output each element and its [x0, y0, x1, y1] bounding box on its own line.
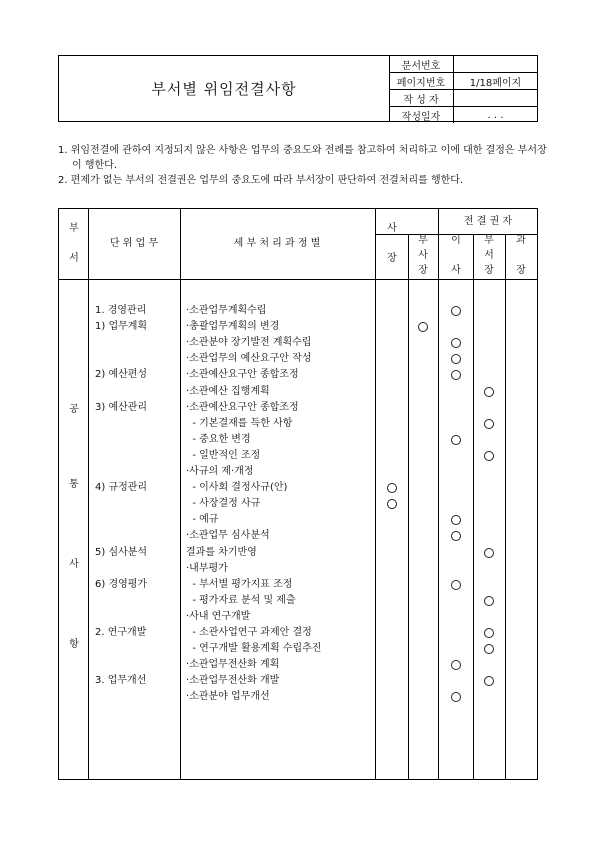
detail-process: - 소관사업연구 과제안 결정: [186, 627, 312, 638]
detail-process: ·내부평가: [186, 562, 228, 574]
detail-process: ·소관예산요구안 종합조정: [186, 401, 299, 413]
meta-label: 작 성 자: [389, 90, 454, 107]
meta-value: [454, 90, 538, 107]
detail-process: ·사내 연구개발: [186, 610, 251, 622]
approval-mark: [484, 451, 494, 461]
approval-mark: [418, 322, 428, 332]
detail-process: - 이사회 결정사규(안): [186, 482, 288, 494]
meta-label: 페이지번호: [389, 73, 454, 90]
header-dept: 부: [69, 223, 79, 234]
approval-mark: [451, 515, 461, 525]
detail-process: - 부서별 평가지표 조정: [186, 578, 293, 590]
detail-process: - 연구개발 활용계획 수립추진: [186, 643, 322, 655]
approval-mark: [451, 660, 461, 670]
header-director: 이: [451, 235, 461, 246]
unit-task: 2. 연구개발: [95, 627, 147, 638]
note-item: 2. 편제가 없는 부서의 전결권은 업무의 중요도에 따라 부서장이 판단하여 전결처리를 행한다.: [58, 175, 464, 186]
approval-mark: [451, 435, 461, 445]
unit-task: 2) 예산편성: [95, 369, 148, 381]
header-president: 장: [387, 253, 397, 264]
header-section-chief: 과: [516, 235, 526, 246]
note-item: 1. 위임전결에 관하여 지정되지 않은 사항은 업무의 중요도와 전례를 참고하여 처리하고 이에 대한 결정은 부서장이 행한다.: [58, 145, 547, 171]
approval-mark: [387, 499, 397, 509]
approval-mark: [484, 628, 494, 638]
document-title: 부서별 위임전결사항: [59, 56, 390, 121]
approval-mark: [387, 483, 397, 493]
approval-mark: [451, 338, 461, 348]
header-dept-head: 장: [484, 265, 494, 276]
header-president: 사: [387, 223, 397, 234]
header-unit: 단 위 업 무: [109, 238, 159, 249]
detail-process: ·소관분야 업무개선: [186, 691, 270, 703]
delegation-table: [58, 208, 538, 780]
meta-value: [454, 56, 538, 73]
header-vp: 사: [418, 250, 428, 261]
meta-value: 1/18페이지: [454, 73, 538, 90]
header-authority-group: 전 결 권 자: [463, 216, 513, 227]
dept-label: 사: [69, 559, 79, 570]
detail-process: ·총괄업무계획의 변경: [186, 321, 280, 333]
approval-mark: [451, 692, 461, 702]
unit-task: 5) 심사분석: [95, 546, 148, 558]
approval-mark: [451, 580, 461, 590]
detail-process: ·소관업무 심사분석: [186, 530, 270, 542]
detail-process: ·소관업무의 예산요구안 작성: [186, 353, 312, 365]
unit-task: 1. 경영관리: [95, 305, 147, 316]
detail-process: 결과를 차기반영: [186, 546, 257, 558]
approval-mark: [484, 644, 494, 654]
header-section-chief: 장: [516, 265, 526, 276]
detail-process: ·소관예산 집행계획: [186, 385, 270, 397]
unit-task: 3. 업무개선: [95, 675, 147, 687]
approval-mark: [451, 354, 461, 364]
meta-value: . . .: [487, 109, 504, 121]
dept-label: 공: [69, 404, 79, 415]
approval-mark: [484, 387, 494, 397]
detail-process: ·사규의 제·개정: [186, 466, 254, 477]
header-vp: 부: [418, 235, 428, 246]
header-vp: 장: [418, 265, 428, 276]
header-dept-head: 부: [484, 235, 494, 246]
approval-mark: [484, 676, 494, 686]
detail-process: ·소관업무전산화 개발: [186, 675, 280, 687]
dept-label: 통: [69, 479, 79, 490]
detail-process: - 예규: [186, 514, 219, 526]
header-detail: 세 부 처 리 과 정 별: [233, 238, 321, 249]
header-dept-head: 서: [484, 250, 494, 261]
detail-process: ·소관예산요구안 종합조정: [186, 369, 299, 381]
detail-process: - 중요한 변경: [186, 433, 251, 445]
detail-process: - 기본결재를 득한 사항: [186, 417, 293, 429]
detail-process: ·소관분야 장기발전 계획수립: [186, 337, 312, 349]
unit-task: 6) 경영평가: [95, 578, 148, 590]
meta-label: 작성일자: [389, 107, 454, 124]
detail-process: ·소관업무계획수립: [186, 305, 267, 316]
notes: [58, 143, 548, 188]
detail-process: - 일반적인 조정: [186, 449, 261, 461]
approval-mark: [451, 306, 461, 316]
approval-mark: [484, 419, 494, 429]
unit-task: 4) 규정관리: [95, 482, 148, 494]
document-header: [58, 55, 538, 122]
unit-task: 1) 업무계획: [95, 321, 148, 333]
meta-label: 문서번호: [389, 56, 454, 73]
approval-mark: [484, 596, 494, 606]
approval-mark: [484, 548, 494, 558]
approval-mark: [451, 531, 461, 541]
header-dept: 서: [69, 253, 79, 264]
document-meta-table: [389, 56, 537, 123]
header-director: 사: [451, 265, 461, 276]
dept-label: 항: [69, 639, 79, 650]
unit-task: 3) 예산관리: [95, 401, 148, 413]
approval-mark: [451, 370, 461, 380]
detail-process: - 사장결정 사규: [186, 498, 261, 510]
detail-process: - 평가자료 분석 및 제출: [186, 594, 296, 606]
detail-process: ·소관업무전산화 계획: [186, 659, 280, 671]
